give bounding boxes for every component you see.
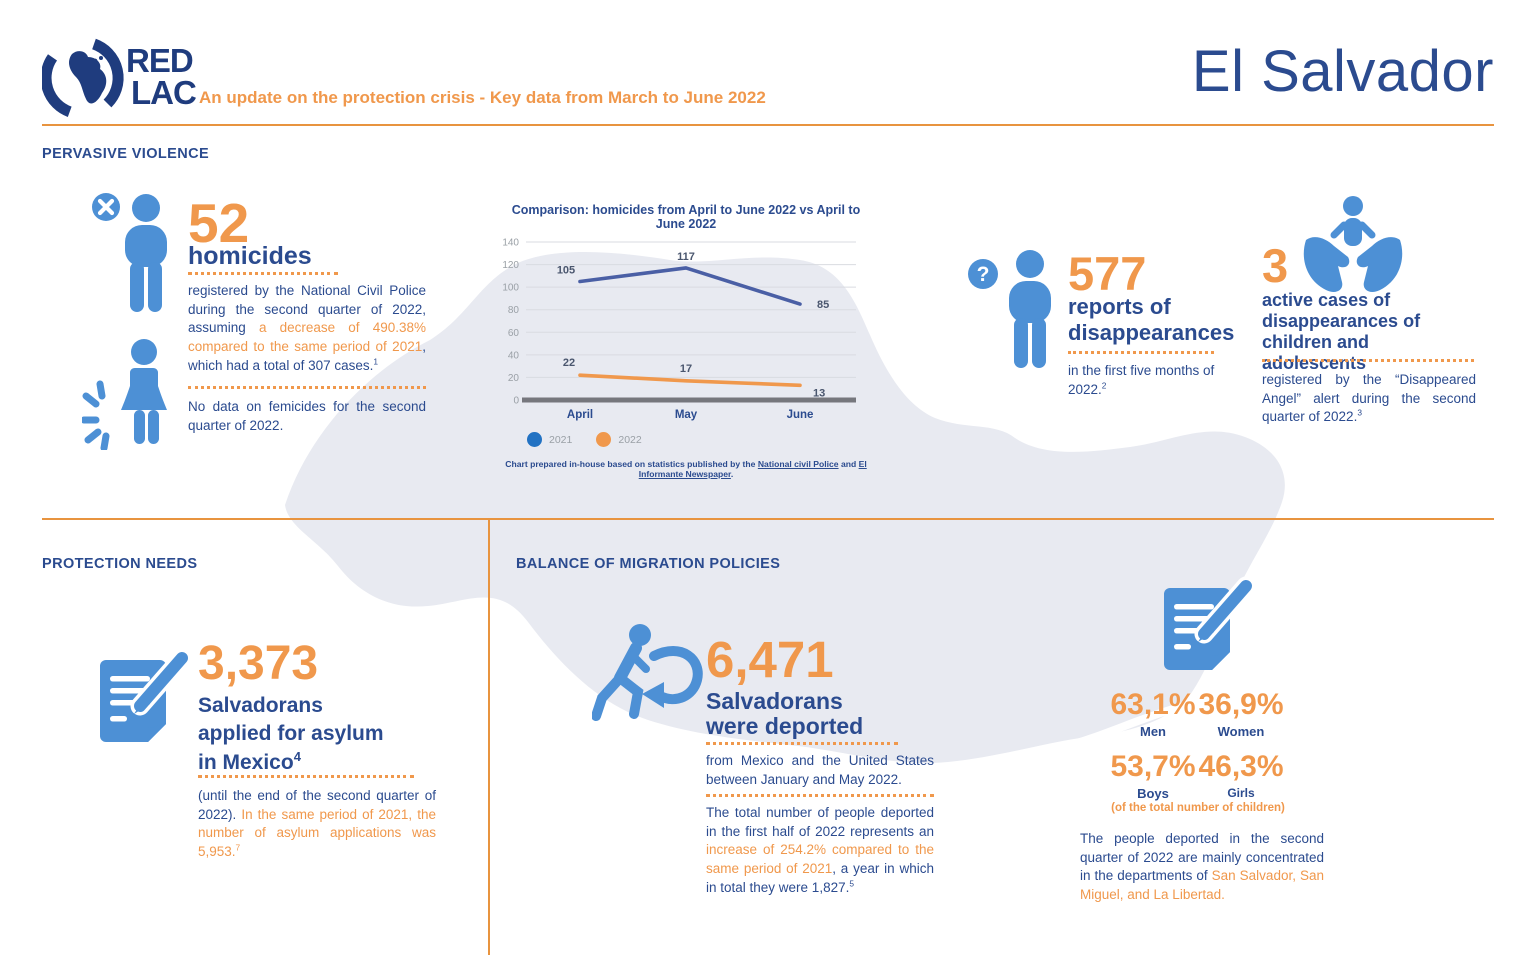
question-badge-icon bbox=[968, 259, 998, 289]
chart-title: Comparison: homicides from April to June 2022 vs April to June 2022 bbox=[511, 203, 861, 231]
male-person-icon bbox=[90, 190, 184, 332]
data-label-2021: 117 bbox=[677, 250, 695, 263]
svg-text:LAC: LAC bbox=[131, 74, 196, 111]
svg-text:RED: RED bbox=[126, 42, 193, 79]
asylum-body: (until the end of the second quarter of 2022). In the same period of 2021, the number of asylum applications was 5,953.$^7$ bbox=[198, 788, 436, 859]
dotted-divider bbox=[1068, 351, 1214, 354]
dotted-divider bbox=[706, 742, 898, 745]
mid-divider bbox=[42, 518, 1494, 520]
data-label-2022: 17 bbox=[679, 362, 693, 375]
legend-dot-2021 bbox=[527, 432, 542, 447]
section-migration-policies: BALANCE OF MIGRATION POLICIES bbox=[516, 556, 781, 572]
legend-label: 2022 bbox=[618, 433, 642, 446]
child-disappearances-label: active cases of disappearances of children and adolescents bbox=[1262, 290, 1421, 373]
column-divider bbox=[488, 518, 490, 955]
boys-label: Boys bbox=[1137, 786, 1169, 801]
hands-holding-child-icon bbox=[1296, 194, 1410, 302]
series-line-2021 bbox=[580, 268, 800, 304]
asylum-value: 3,373 bbox=[198, 637, 319, 690]
data-label-2021: 105 bbox=[556, 264, 576, 277]
x-tick-label: May bbox=[674, 409, 698, 421]
chart-legend bbox=[527, 432, 642, 447]
header-divider bbox=[42, 124, 1494, 126]
section-pervasive-violence: PERVASIVE VIOLENCE bbox=[42, 146, 210, 162]
deportation-report-icon bbox=[1156, 576, 1260, 678]
data-label-2022: 13 bbox=[813, 387, 826, 400]
deported-body-2: The total number of people deported in the first half of 2022 represents an increase of 254.2% compared to the same period of 2021, a year in which in total they were 1,827.$^5$ bbox=[706, 805, 935, 895]
return-arrow-icon bbox=[642, 651, 698, 708]
deported-body-1: from Mexico and the United States between January and May 2022. bbox=[706, 753, 934, 787]
children-note: (of the total number of children) bbox=[1111, 802, 1285, 814]
missing-person-icon bbox=[966, 248, 1070, 380]
disappearances-label-2: disappearances bbox=[1068, 320, 1235, 345]
source-link-newspaper[interactable]: El Informante Newspaper bbox=[638, 459, 867, 479]
section-protection-needs: PROTECTION NEEDS bbox=[42, 556, 198, 572]
dotted-divider bbox=[188, 272, 338, 275]
deported-departments-body: The people deported in the second quarter of 2022 are mainly concentrated in the departments of San Salvador, San Miguel, and La Libertad. bbox=[1080, 831, 1324, 902]
dotted-divider bbox=[706, 794, 934, 797]
legend-item-2022 bbox=[596, 432, 641, 447]
source-link-police[interactable]: National civil Police bbox=[757, 459, 839, 469]
asylum-label: Salvadorans applied for asylum in Mexico$^4$ bbox=[198, 694, 384, 774]
country-title: El Salvador bbox=[1191, 39, 1494, 104]
x-tick-label: June bbox=[786, 409, 814, 421]
y-tick-label: 80 bbox=[507, 305, 519, 317]
data-label-2022: 22 bbox=[562, 357, 576, 370]
y-tick-label: 140 bbox=[502, 237, 519, 249]
y-tick-label: 60 bbox=[507, 327, 519, 339]
asylum-application-icon bbox=[92, 648, 196, 750]
chart-source: Chart prepared in-house based on statistics published by the National civil Police and El Informante Newspaper. bbox=[505, 459, 867, 479]
women-percentage: 36,9% bbox=[1198, 688, 1284, 721]
femicides-note: No data on femicides for the second quarter of 2022. bbox=[188, 399, 426, 433]
dotted-divider bbox=[198, 775, 414, 778]
deported-value: 6,471 bbox=[706, 631, 834, 688]
child-disappearances-value: 3 bbox=[1262, 239, 1289, 292]
female-person-icon bbox=[82, 338, 182, 450]
series-line-2022 bbox=[580, 375, 800, 385]
boys-percentage: 53,7% bbox=[1110, 750, 1196, 783]
men-percentage: 63,1% bbox=[1110, 688, 1196, 721]
disappearances-value: 577 bbox=[1068, 247, 1147, 300]
girls-percentage: 46,3% bbox=[1198, 750, 1284, 783]
deported-label-2: were deported bbox=[706, 713, 864, 739]
legend-item-2021 bbox=[527, 432, 572, 447]
deported-person-icon bbox=[592, 622, 704, 730]
legend-label: 2021 bbox=[549, 433, 573, 446]
y-tick-label: 120 bbox=[502, 260, 519, 272]
dotted-divider bbox=[1262, 359, 1474, 362]
dotted-divider bbox=[188, 386, 426, 389]
impact-burst-icon bbox=[84, 384, 106, 448]
homicides-label: homicides bbox=[188, 242, 312, 270]
y-tick-label: 20 bbox=[507, 372, 519, 384]
homicides-value: 52 bbox=[188, 192, 250, 254]
men-label: Men bbox=[1140, 724, 1166, 739]
x-badge-icon bbox=[92, 193, 120, 221]
homicides-chart bbox=[500, 228, 872, 426]
girls-label: Girls bbox=[1227, 786, 1255, 800]
disappearances-body: in the first five months of 2022.$^2$ bbox=[1068, 363, 1215, 397]
deported-label-1: Salvadorans bbox=[706, 688, 843, 714]
legend-dot-2022 bbox=[596, 432, 611, 447]
disappearances-label-1: reports of bbox=[1068, 294, 1171, 319]
svg-text:?: ? bbox=[976, 263, 990, 286]
y-tick-label: 0 bbox=[513, 395, 519, 407]
homicides-body: registered by the National Civil Police during the second quarter of 2022, assuming a decrease of 490.38% compared to the same period of 2021, which had a total of 307 cases.$^1$ bbox=[188, 283, 426, 373]
y-tick-label: 100 bbox=[502, 282, 519, 294]
y-tick-label: 40 bbox=[507, 350, 519, 362]
redlac-logo bbox=[42, 34, 202, 122]
women-label: Women bbox=[1217, 724, 1265, 739]
child-disappearances-body: registered by the “Disappeared Angel” alert during the second quarter of 2022.$^3$ bbox=[1262, 372, 1476, 425]
x-tick-label: April bbox=[566, 409, 594, 421]
data-label-2021: 85 bbox=[817, 299, 830, 312]
report-subtitle: An update on the protection crisis - Key data from March to June 2022 bbox=[199, 88, 766, 107]
